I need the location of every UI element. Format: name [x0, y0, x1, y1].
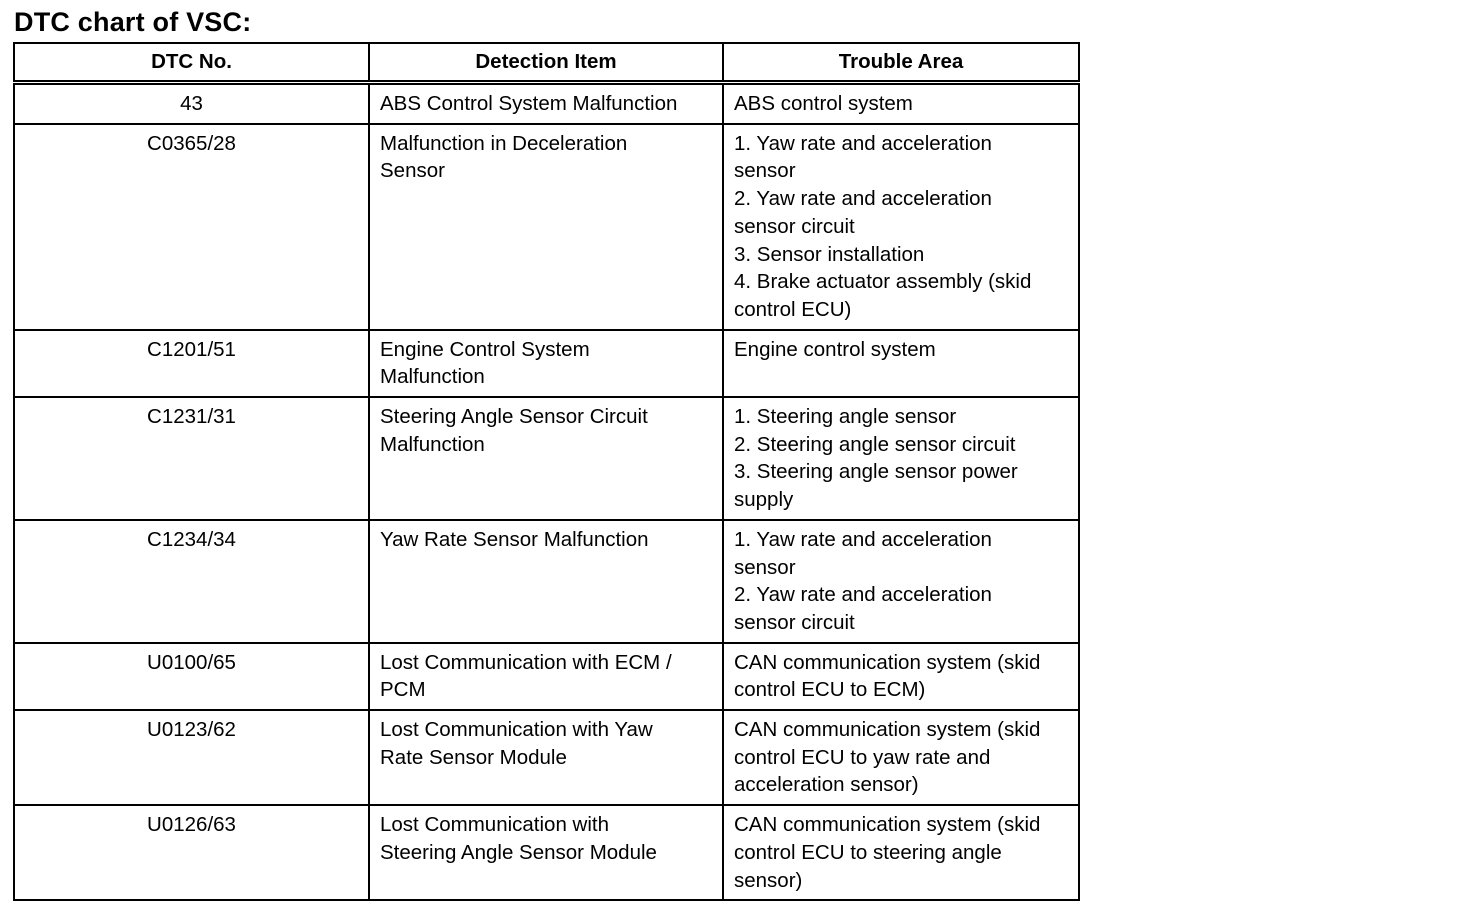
trouble-area-line: 2. Steering angle sensor circuit: [734, 432, 1016, 456]
table-row: [14, 710, 1079, 805]
table-row: [14, 520, 1079, 643]
trouble-area-line: 1. Steering angle sensor: [734, 405, 957, 429]
trouble-area-cell: [723, 124, 1079, 330]
dtc-code-cell: C1231/31: [14, 397, 369, 520]
detection-item-line: PCM: [380, 678, 426, 702]
detection-item-line: Malfunction: [380, 365, 485, 389]
trouble-area-line: 2. Yaw rate and acceleration: [734, 187, 992, 211]
table-row: [14, 643, 1079, 710]
table-row: [14, 124, 1079, 330]
detection-item-line: Engine Control System: [380, 337, 590, 361]
header-dtc-no: DTC No.: [14, 43, 369, 83]
dtc-code-cell: 43: [14, 83, 369, 124]
trouble-area-line: 3. Steering angle sensor power: [734, 460, 1018, 484]
table-body: [14, 83, 1079, 901]
dtc-code-cell: U0123/62: [14, 710, 369, 805]
trouble-area-cell: [723, 643, 1079, 710]
trouble-area-line: 1. Yaw rate and acceleration: [734, 527, 992, 551]
trouble-area-line: CAN communication system (skid: [734, 650, 1041, 674]
trouble-area-line: control ECU to yaw rate and: [734, 745, 991, 769]
table-header-row: [14, 43, 1079, 83]
detection-item-line: Rate Sensor Module: [380, 745, 567, 769]
trouble-area-line: Engine control system: [734, 337, 936, 361]
detection-item-line: Malfunction: [380, 432, 485, 456]
trouble-area-line: control ECU to steering angle: [734, 840, 1002, 864]
trouble-area-line: 4. Brake actuator assembly (skid: [734, 270, 1032, 294]
detection-item-cell: [369, 710, 723, 805]
dtc-code-cell: C0365/28: [14, 124, 369, 330]
trouble-area-line: sensor: [734, 555, 796, 579]
trouble-area-line: 3. Sensor installation: [734, 242, 925, 266]
detection-item-line: Steering Angle Sensor Circuit: [380, 405, 648, 429]
table-row: [14, 83, 1079, 124]
trouble-area-line: CAN communication system (skid: [734, 718, 1041, 742]
trouble-area-line: 1. Yaw rate and acceleration: [734, 131, 992, 155]
table-row: [14, 330, 1079, 397]
trouble-area-line: control ECU to ECM): [734, 678, 926, 702]
header-trouble-area: Trouble Area: [723, 43, 1079, 83]
dtc-table: [13, 42, 1080, 901]
trouble-area-cell: [723, 83, 1079, 124]
detection-item-cell: [369, 643, 723, 710]
detection-item-line: Lost Communication with ECM /: [380, 650, 672, 674]
trouble-area-line: sensor circuit: [734, 610, 855, 634]
table-row: [14, 397, 1079, 520]
trouble-area-line: sensor): [734, 868, 803, 892]
trouble-area-cell: [723, 710, 1079, 805]
detection-item-cell: [369, 397, 723, 520]
trouble-area-cell: [723, 397, 1079, 520]
dtc-code-cell: U0100/65: [14, 643, 369, 710]
detection-item-line: Lost Communication with Yaw: [380, 718, 653, 742]
trouble-area-line: ABS control system: [734, 92, 913, 115]
detection-item-cell: [369, 124, 723, 330]
detection-item-cell: [369, 83, 723, 124]
trouble-area-cell: [723, 330, 1079, 397]
detection-item-line: Yaw Rate Sensor Malfunction: [380, 527, 649, 551]
trouble-area-cell: [723, 805, 1079, 900]
header-detection-item: Detection Item: [369, 43, 723, 83]
trouble-area-line: CAN communication system (skid: [734, 813, 1041, 837]
table-row: [14, 805, 1079, 900]
page-title: DTC chart of VSC:: [14, 7, 252, 37]
trouble-area-cell: [723, 520, 1079, 643]
detection-item-line: Malfunction in Deceleration: [380, 131, 628, 155]
trouble-area-line: control ECU): [734, 297, 852, 321]
detection-item-line: Steering Angle Sensor Module: [380, 840, 657, 864]
trouble-area-line: sensor: [734, 159, 796, 183]
trouble-area-line: acceleration sensor): [734, 773, 919, 797]
trouble-area-line: supply: [734, 488, 794, 512]
detection-item-cell: [369, 520, 723, 643]
dtc-code-cell: C1234/34: [14, 520, 369, 643]
dtc-code-cell: U0126/63: [14, 805, 369, 900]
dtc-code-cell: C1201/51: [14, 330, 369, 397]
detection-item-cell: [369, 805, 723, 900]
detection-item-line: Sensor: [380, 159, 445, 183]
trouble-area-line: 2. Yaw rate and acceleration: [734, 583, 992, 607]
detection-item-line: Lost Communication with: [380, 813, 610, 837]
detection-item-line: ABS Control System Malfunction: [380, 92, 678, 115]
trouble-area-line: sensor circuit: [734, 214, 855, 238]
detection-item-cell: [369, 330, 723, 397]
